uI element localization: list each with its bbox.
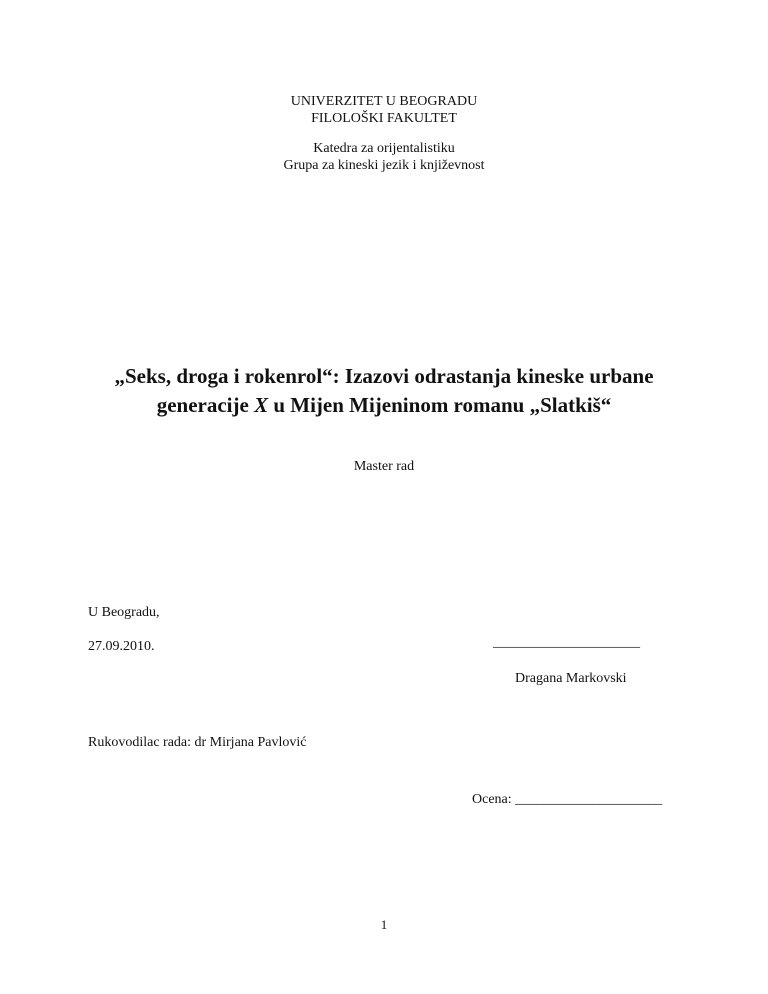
thesis-title-line-1: „Seks, droga i rokenrol“: Izazovi odrastanja kineske urbane xyxy=(114,364,654,388)
title-line-2-prefix: generacije xyxy=(156,393,255,417)
grade-label: Ocena: xyxy=(472,792,512,807)
university-name: UNIVERZITET U BEOGRADU xyxy=(290,94,478,109)
thesis-title xyxy=(80,362,688,420)
grade-line: _____________________ xyxy=(515,792,663,807)
grade-field xyxy=(472,791,662,808)
title-line-2-suffix: u Mijen Mijeninom romanu „Slatkiš“ xyxy=(268,393,612,417)
date-text: 27.09.2010. xyxy=(88,639,155,654)
author-name: Dragana Markovski xyxy=(515,671,627,686)
group-name: Grupa za kineski jezik i književnost xyxy=(283,158,485,173)
supervisor-text: Rukovodilac rada: dr Mirjana Pavlović xyxy=(88,735,307,750)
thesis-type: Master rad xyxy=(353,459,415,474)
department-name: Katedra za orijentalistiku xyxy=(313,141,455,156)
thesis-title-line-2 xyxy=(80,391,688,420)
signature-line: _____________________ xyxy=(493,635,640,650)
place-text: U Beogradu, xyxy=(88,605,160,620)
faculty-name: FILOLOŠKI FAKULTET xyxy=(311,111,457,126)
title-italic-x: X xyxy=(254,393,269,417)
page-number: 1 xyxy=(380,917,388,932)
